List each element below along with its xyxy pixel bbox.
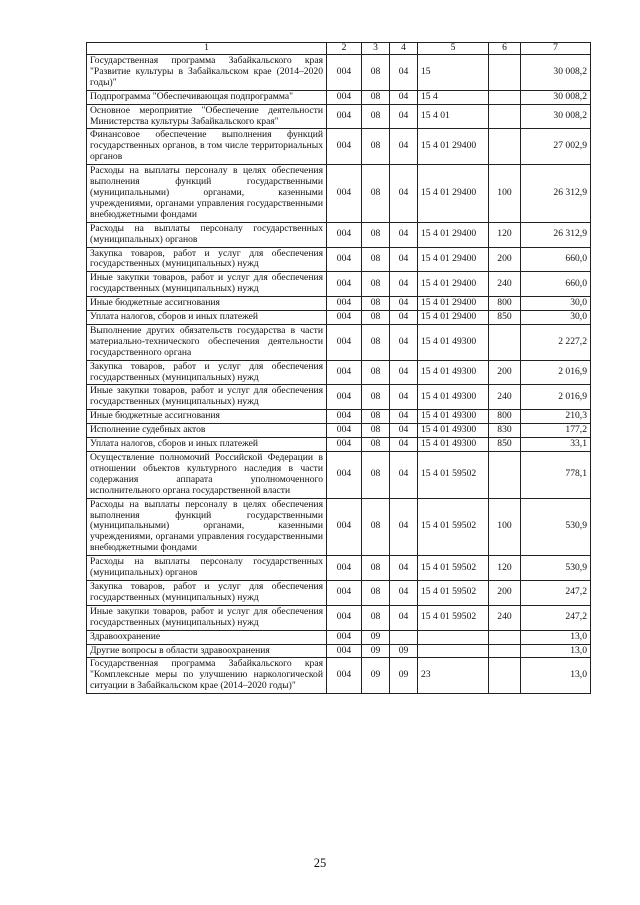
row-csr-cell: 15 4 01 59502 (418, 452, 489, 499)
row-ved-cell: 004 (327, 385, 362, 410)
row-vr-cell: 120 (489, 222, 521, 247)
row-name-cell: Осуществление полномочий Российской Федерации в отношении объектов культурного наследия в части содержания аппарата уполномоченного исполнительного органа государственной власти (87, 452, 327, 499)
table-header-row (87, 43, 591, 55)
row-sum-cell: 2 227,2 (521, 324, 591, 360)
row-name-cell: Государственная программа Забайкальского края "Развитие культуры в Забайкальском крае (2014–2020 годы)" (87, 55, 327, 91)
header-col-6: 6 (489, 43, 521, 55)
row-csr-cell: 15 4 01 29400 (418, 129, 489, 165)
row-ved-cell: 004 (327, 55, 362, 91)
row-sum-cell: 13,0 (521, 630, 591, 644)
row-vr-cell: 800 (489, 410, 521, 424)
row-pr-cell (390, 630, 418, 644)
row-ved-cell: 004 (327, 247, 362, 272)
row-name-cell: Иные закупки товаров, работ и услуг для обеспечения государственных (муниципальных) нужд (87, 605, 327, 630)
row-vr-cell (489, 644, 521, 658)
row-pr-cell: 04 (390, 605, 418, 630)
row-csr-cell: 15 4 01 49300 (418, 385, 489, 410)
table-body (87, 55, 591, 694)
row-rz-cell: 08 (362, 498, 390, 556)
row-rz-cell: 08 (362, 311, 390, 325)
row-sum-cell: 2 016,9 (521, 385, 591, 410)
row-pr-cell: 04 (390, 410, 418, 424)
row-name-cell: Финансовое обеспечение выполнения функций государственных органов, в том числе территориальных органов (87, 129, 327, 165)
row-csr-cell: 15 4 01 49300 (418, 424, 489, 438)
table-row (87, 658, 591, 694)
row-csr-cell: 15 4 (418, 90, 489, 104)
row-rz-cell: 08 (362, 297, 390, 311)
row-vr-cell (489, 129, 521, 165)
row-vr-cell: 200 (489, 360, 521, 385)
row-pr-cell: 04 (390, 385, 418, 410)
table-row (87, 129, 591, 165)
row-sum-cell: 26 312,9 (521, 222, 591, 247)
row-rz-cell: 08 (362, 104, 390, 129)
table-row (87, 297, 591, 311)
row-pr-cell: 04 (390, 247, 418, 272)
row-name-cell: Расходы на выплаты персоналу в целях обеспечения выполнения функций государственными (муниципальными) органами, казенными учреждениями, органами управления государственными внебюджетными фондами (87, 498, 327, 556)
row-sum-cell: 660,0 (521, 272, 591, 297)
row-vr-cell: 800 (489, 297, 521, 311)
row-csr-cell: 15 4 01 49300 (418, 360, 489, 385)
table-row (87, 247, 591, 272)
row-sum-cell: 30 008,2 (521, 104, 591, 129)
table-row (87, 410, 591, 424)
row-vr-cell: 850 (489, 438, 521, 452)
row-ved-cell: 004 (327, 272, 362, 297)
row-csr-cell: 15 4 01 29400 (418, 311, 489, 325)
row-pr-cell: 04 (390, 452, 418, 499)
row-csr-cell: 15 4 01 29400 (418, 297, 489, 311)
row-ved-cell: 004 (327, 324, 362, 360)
row-sum-cell: 177,2 (521, 424, 591, 438)
row-ved-cell: 004 (327, 438, 362, 452)
row-vr-cell: 240 (489, 272, 521, 297)
row-rz-cell: 08 (362, 385, 390, 410)
row-ved-cell: 004 (327, 452, 362, 499)
row-pr-cell: 04 (390, 165, 418, 223)
row-vr-cell: 240 (489, 385, 521, 410)
row-rz-cell: 08 (362, 360, 390, 385)
row-vr-cell: 200 (489, 247, 521, 272)
row-ved-cell: 004 (327, 498, 362, 556)
row-rz-cell: 08 (362, 452, 390, 499)
row-rz-cell: 08 (362, 55, 390, 91)
row-ved-cell: 004 (327, 556, 362, 581)
row-vr-cell (489, 104, 521, 129)
row-ved-cell: 004 (327, 90, 362, 104)
row-rz-cell: 09 (362, 658, 390, 694)
row-rz-cell: 08 (362, 410, 390, 424)
row-ved-cell: 004 (327, 297, 362, 311)
row-csr-cell: 15 4 01 29400 (418, 165, 489, 223)
row-ved-cell: 004 (327, 165, 362, 223)
header-col-1: 1 (87, 43, 327, 55)
row-csr-cell: 15 4 01 49300 (418, 324, 489, 360)
row-rz-cell: 08 (362, 424, 390, 438)
row-pr-cell: 09 (390, 644, 418, 658)
table-row (87, 580, 591, 605)
budget-table (86, 42, 591, 694)
row-rz-cell: 08 (362, 324, 390, 360)
row-pr-cell: 04 (390, 360, 418, 385)
row-rz-cell: 08 (362, 580, 390, 605)
table-row (87, 385, 591, 410)
row-sum-cell: 30,0 (521, 297, 591, 311)
row-name-cell: Иные закупки товаров, работ и услуг для обеспечения государственных (муниципальных) нужд (87, 385, 327, 410)
row-name-cell: Государственная программа Забайкальского края "Комплексные меры по улучшению наркологической ситуации в Забайкальском крае (2014–2020 годы)" (87, 658, 327, 694)
row-sum-cell: 210,3 (521, 410, 591, 424)
row-vr-cell (489, 630, 521, 644)
row-pr-cell: 04 (390, 104, 418, 129)
row-name-cell: Выполнение других обязательств государства в части материально-технического обеспечения деятельности государственного органа (87, 324, 327, 360)
row-sum-cell: 530,9 (521, 498, 591, 556)
row-csr-cell: 15 4 01 29400 (418, 247, 489, 272)
table-row (87, 311, 591, 325)
row-vr-cell: 850 (489, 311, 521, 325)
row-vr-cell: 100 (489, 498, 521, 556)
row-sum-cell: 30,0 (521, 311, 591, 325)
row-name-cell: Закупка товаров, работ и услуг для обеспечения государственных (муниципальных) нужд (87, 580, 327, 605)
row-vr-cell (489, 452, 521, 499)
row-name-cell: Иные закупки товаров, работ и услуг для обеспечения государственных (муниципальных) нужд (87, 272, 327, 297)
row-csr-cell: 15 4 01 29400 (418, 272, 489, 297)
row-sum-cell: 247,2 (521, 580, 591, 605)
row-rz-cell: 08 (362, 556, 390, 581)
row-ved-cell: 004 (327, 630, 362, 644)
row-ved-cell: 004 (327, 129, 362, 165)
row-pr-cell: 04 (390, 272, 418, 297)
header-col-5: 5 (418, 43, 489, 55)
table-row (87, 165, 591, 223)
table-row (87, 438, 591, 452)
table-row (87, 272, 591, 297)
row-pr-cell: 04 (390, 324, 418, 360)
row-sum-cell: 30 008,2 (521, 90, 591, 104)
row-ved-cell: 004 (327, 424, 362, 438)
row-vr-cell (489, 55, 521, 91)
table-row (87, 498, 591, 556)
row-sum-cell: 27 002,9 (521, 129, 591, 165)
row-csr-cell: 15 4 01 (418, 104, 489, 129)
table-row (87, 644, 591, 658)
header-col-7: 7 (521, 43, 591, 55)
row-sum-cell: 778,1 (521, 452, 591, 499)
row-csr-cell: 15 4 01 59502 (418, 498, 489, 556)
row-name-cell: Иные бюджетные ассигнования (87, 297, 327, 311)
row-name-cell: Расходы на выплаты персоналу государственных (муниципальных) органов (87, 556, 327, 581)
table-row (87, 452, 591, 499)
table-row (87, 324, 591, 360)
row-pr-cell: 09 (390, 658, 418, 694)
row-rz-cell: 08 (362, 272, 390, 297)
row-vr-cell: 200 (489, 580, 521, 605)
row-rz-cell: 09 (362, 630, 390, 644)
row-rz-cell: 08 (362, 247, 390, 272)
row-ved-cell: 004 (327, 360, 362, 385)
row-rz-cell: 08 (362, 90, 390, 104)
row-pr-cell: 04 (390, 222, 418, 247)
header-col-2: 2 (327, 43, 362, 55)
table-row (87, 222, 591, 247)
row-name-cell: Подпрограмма "Обеспечивающая подпрограмма" (87, 90, 327, 104)
row-sum-cell: 33,1 (521, 438, 591, 452)
row-name-cell: Закупка товаров, работ и услуг для обеспечения государственных (муниципальных) нужд (87, 247, 327, 272)
row-pr-cell: 04 (390, 556, 418, 581)
table-row (87, 104, 591, 129)
table-row (87, 360, 591, 385)
row-name-cell: Закупка товаров, работ и услуг для обеспечения государственных (муниципальных) нужд (87, 360, 327, 385)
row-sum-cell: 247,2 (521, 605, 591, 630)
row-ved-cell: 004 (327, 580, 362, 605)
row-vr-cell (489, 658, 521, 694)
row-csr-cell: 15 4 01 49300 (418, 438, 489, 452)
row-sum-cell: 530,9 (521, 556, 591, 581)
row-name-cell: Расходы на выплаты персоналу государственных (муниципальных) органов (87, 222, 327, 247)
row-sum-cell: 26 312,9 (521, 165, 591, 223)
row-csr-cell: 23 (418, 658, 489, 694)
row-name-cell: Здравоохранение (87, 630, 327, 644)
table-row (87, 90, 591, 104)
table-row (87, 424, 591, 438)
row-vr-cell (489, 324, 521, 360)
row-csr-cell (418, 644, 489, 658)
row-ved-cell: 004 (327, 104, 362, 129)
row-ved-cell: 004 (327, 311, 362, 325)
row-rz-cell: 08 (362, 605, 390, 630)
row-rz-cell: 09 (362, 644, 390, 658)
row-csr-cell: 15 4 01 59502 (418, 605, 489, 630)
row-csr-cell: 15 4 01 59502 (418, 580, 489, 605)
row-name-cell: Иные бюджетные ассигнования (87, 410, 327, 424)
row-pr-cell: 04 (390, 90, 418, 104)
row-csr-cell: 15 4 01 29400 (418, 222, 489, 247)
row-ved-cell: 004 (327, 222, 362, 247)
row-csr-cell: 15 (418, 55, 489, 91)
table-row (87, 556, 591, 581)
row-vr-cell: 240 (489, 605, 521, 630)
row-name-cell: Расходы на выплаты персоналу в целях обеспечения выполнения функций государственными (муниципальными) органами, казенными учреждениями, органами управления государственными внебюджетными фондами (87, 165, 327, 223)
row-rz-cell: 08 (362, 222, 390, 247)
row-name-cell: Основное мероприятие "Обеспечение деятельности Министерства культуры Забайкальского края" (87, 104, 327, 129)
header-col-3: 3 (362, 43, 390, 55)
row-vr-cell: 100 (489, 165, 521, 223)
row-pr-cell: 04 (390, 424, 418, 438)
row-rz-cell: 08 (362, 438, 390, 452)
row-ved-cell: 004 (327, 644, 362, 658)
row-csr-cell (418, 630, 489, 644)
row-ved-cell: 004 (327, 410, 362, 424)
row-sum-cell: 2 016,9 (521, 360, 591, 385)
row-name-cell: Уплата налогов, сборов и иных платежей (87, 438, 327, 452)
row-sum-cell: 13,0 (521, 644, 591, 658)
row-rz-cell: 08 (362, 165, 390, 223)
row-ved-cell: 004 (327, 605, 362, 630)
row-rz-cell: 08 (362, 129, 390, 165)
row-sum-cell: 13,0 (521, 658, 591, 694)
table-row (87, 605, 591, 630)
row-vr-cell: 830 (489, 424, 521, 438)
row-pr-cell: 04 (390, 438, 418, 452)
row-sum-cell: 660,0 (521, 247, 591, 272)
row-pr-cell: 04 (390, 498, 418, 556)
table-row (87, 55, 591, 91)
row-name-cell: Уплата налогов, сборов и иных платежей (87, 311, 327, 325)
row-sum-cell: 30 008,2 (521, 55, 591, 91)
header-col-4: 4 (390, 43, 418, 55)
row-pr-cell: 04 (390, 129, 418, 165)
row-ved-cell: 004 (327, 658, 362, 694)
row-csr-cell: 15 4 01 49300 (418, 410, 489, 424)
row-vr-cell: 120 (489, 556, 521, 581)
row-pr-cell: 04 (390, 55, 418, 91)
row-csr-cell: 15 4 01 59502 (418, 556, 489, 581)
row-pr-cell: 04 (390, 580, 418, 605)
row-pr-cell: 04 (390, 297, 418, 311)
row-name-cell: Другие вопросы в области здравоохранения (87, 644, 327, 658)
row-pr-cell: 04 (390, 311, 418, 325)
table-row (87, 630, 591, 644)
page-number: 25 (313, 856, 327, 870)
row-name-cell: Исполнение судебных актов (87, 424, 327, 438)
row-vr-cell (489, 90, 521, 104)
